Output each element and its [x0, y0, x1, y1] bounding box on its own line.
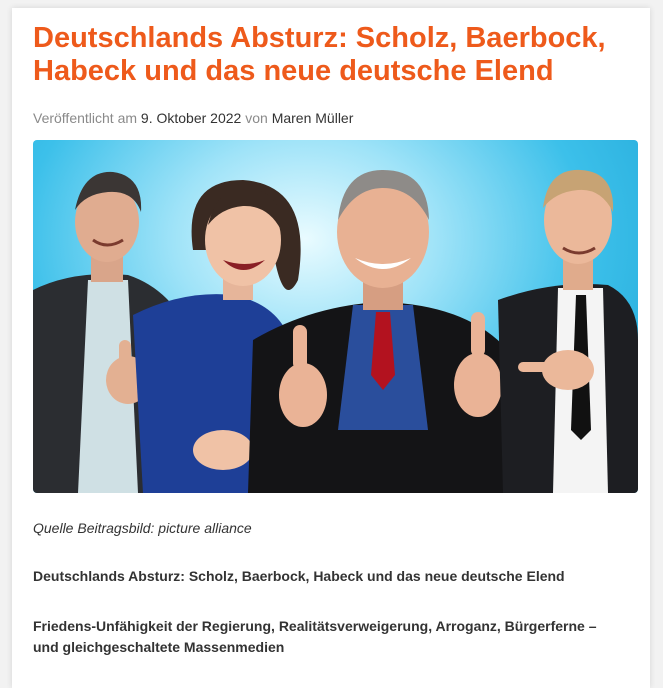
person-right — [498, 170, 638, 493]
article-container — [12, 8, 650, 688]
featured-image-illustration — [33, 140, 638, 493]
lead-heading: Deutschlands Absturz: Scholz, Baerbock, Habeck und das neue deutsche Elend — [33, 568, 565, 584]
article-title[interactable]: Deutschlands Absturz: Scholz, Baerbock, Habeck und das neue deutsche Elend — [33, 22, 606, 87]
publish-date[interactable]: 9. Oktober 2022 — [140, 110, 242, 126]
author-link[interactable]: Maren Müller — [271, 110, 354, 126]
published-label: Veröffentlicht am — [33, 110, 138, 126]
by-label: von — [245, 110, 268, 126]
featured-image — [33, 140, 638, 493]
article-meta — [33, 110, 353, 126]
image-caption: Quelle Beitragsbild: picture alliance — [33, 520, 252, 536]
sub-heading: Friedens-Unfähigkeit der Regierung, Realitätsverweigerung, Arroganz, Bürgerferne – und gleichgeschaltete Massenmedien — [33, 618, 597, 655]
